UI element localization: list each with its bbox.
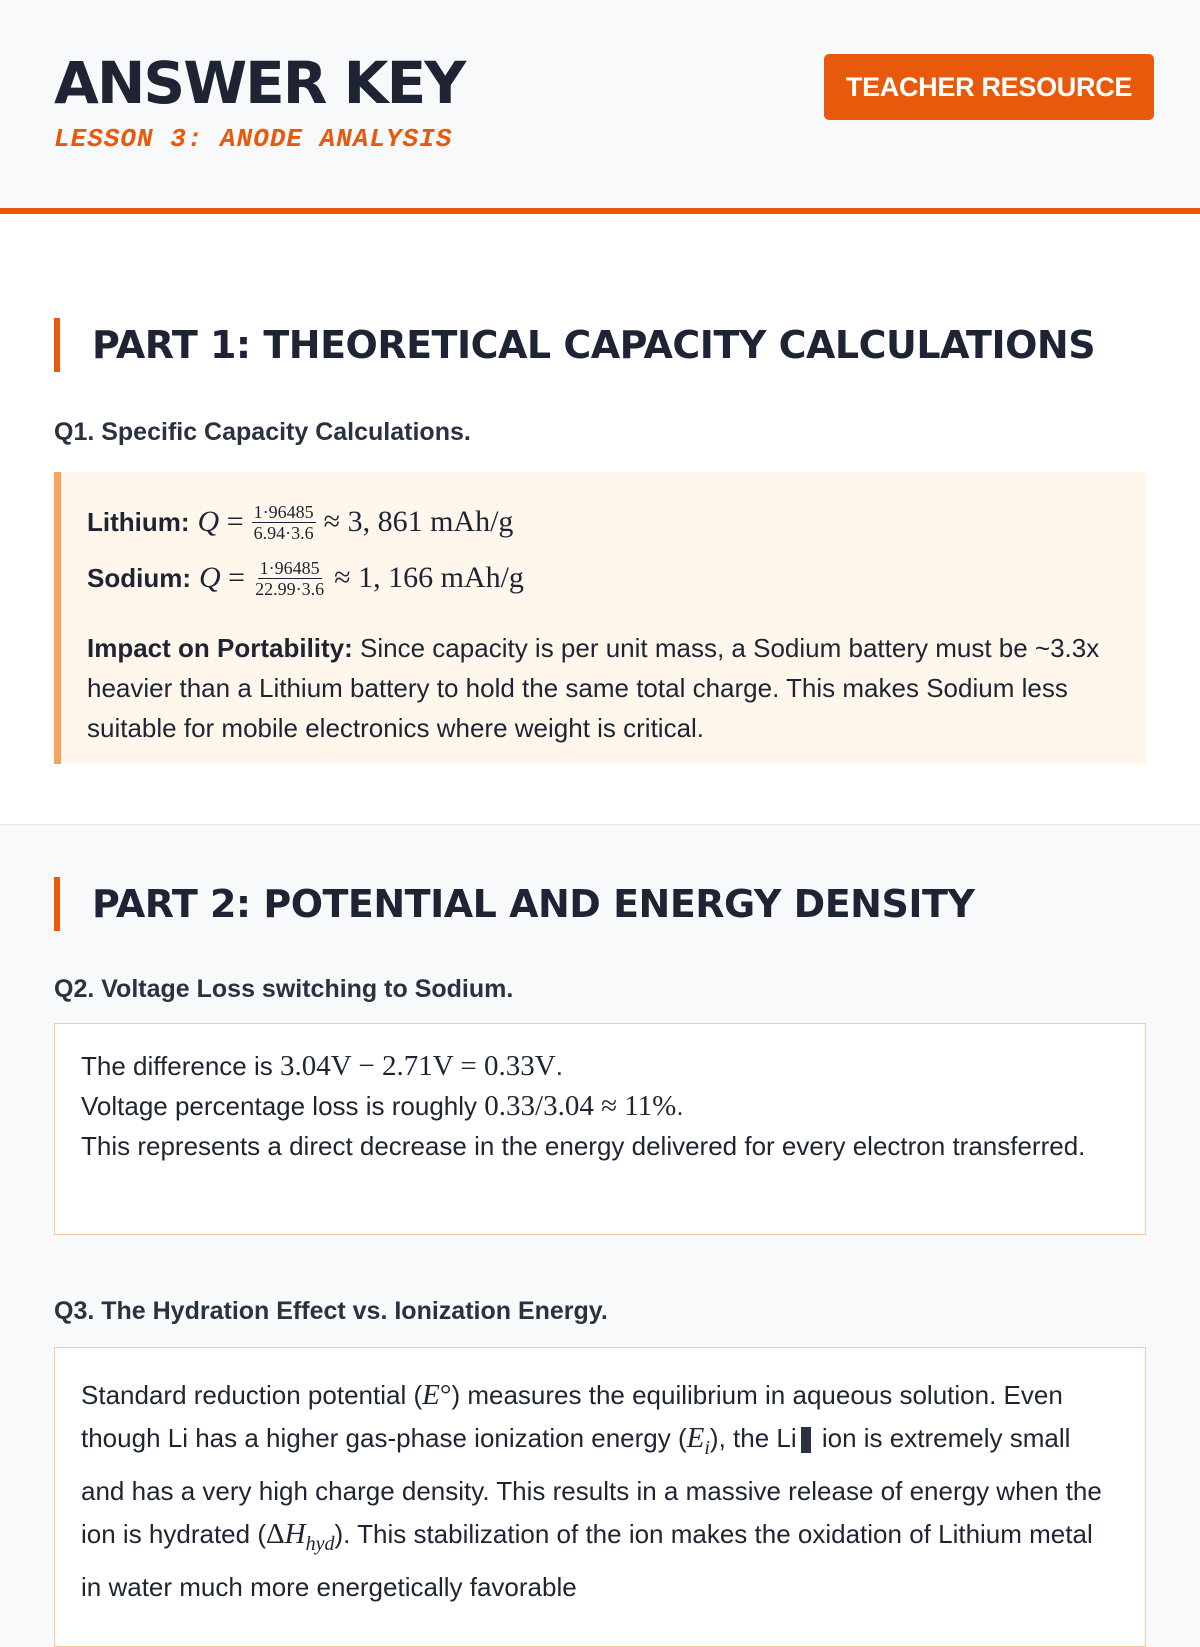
lithium-fraction: $\frac{1\cdot 96485}{6.94\cdot 3.6}$ [253, 501, 314, 543]
q1-label: Q1. Specific Capacity Calculations. [54, 418, 471, 446]
q2-line2: Voltage percentage loss is roughly 0.33/3.04 ≈ 11%. [81, 1090, 684, 1122]
part2-title: PART 2: POTENTIAL AND ENERGY DENSITY [54, 877, 974, 931]
q2-answer-box [54, 1023, 1146, 1235]
page-title: ANSWER KEY [54, 49, 465, 117]
sodium-fraction: $\frac{1\cdot 96485}{22.99\cdot 3.6}$ [255, 557, 325, 599]
q2-line3: This represents a direct decrease in the energy delivered for every electron transferred. [81, 1131, 1086, 1161]
lithium-result: 3, 861 mAh/g [347, 505, 514, 538]
q2-line1: The difference is 3.04V − 2.71V = 0.33V. [81, 1050, 563, 1082]
page-header [0, 0, 1200, 214]
portability-impact [87, 628, 1146, 748]
sodium-calc: Sodium: Q = $\frac{1\cdot 96485}{22.99\cdot 3.6}$ ≈ 1, 166 mAh/g [87, 557, 524, 599]
teacher-resource-badge: TEACHER RESOURCE [824, 54, 1154, 120]
sodium-label: Sodium: [87, 562, 191, 593]
part1-section [0, 214, 1200, 825]
lithium-label: Lithium: [87, 506, 190, 537]
part1-title: PART 1: THEORETICAL CAPACITY CALCULATIONS [54, 318, 1095, 372]
sodium-result: 1, 166 mAh/g [358, 561, 524, 594]
lithium-calc: Lithium: Q = $\frac{1\cdot 96485}{6.94\cdot 3.6}$ ≈ 3, 861 mAh/g [87, 501, 514, 543]
lesson-subtitle: LESSON 3: ANODE ANALYSIS [54, 124, 453, 154]
impact-label: Impact on Portability: [87, 633, 353, 663]
q3-answer-box: Standard reduction potential (E°) measures the equilibrium in aqueous solution. Even though Li has a higher gas-phase ionization energy $(E_i)$, the Li ion is extremely small and has a very high charge density. This results in a massive release of energy when the ion is hydrated $(\Delta H_{hyd})$. This stabilization of the ion makes the oxidation of Lithium metal in water much more energetically favorable [54, 1347, 1146, 1647]
q1-answer-box [54, 472, 1146, 764]
ion-charge-glyph [801, 1427, 811, 1453]
part2-section [0, 825, 1200, 1605]
q2-label: Q2. Voltage Loss switching to Sodium. [54, 975, 514, 1003]
q3-label: Q3. The Hydration Effect vs. Ionization Energy. [54, 1297, 608, 1325]
impact-text: Since capacity is per unit mass, a Sodium battery must be ~3.3x heavier than a Lithium battery to hold the same total charge. This makes Sodium less suitable for mobile electronics where weight is critical. [87, 633, 1100, 743]
